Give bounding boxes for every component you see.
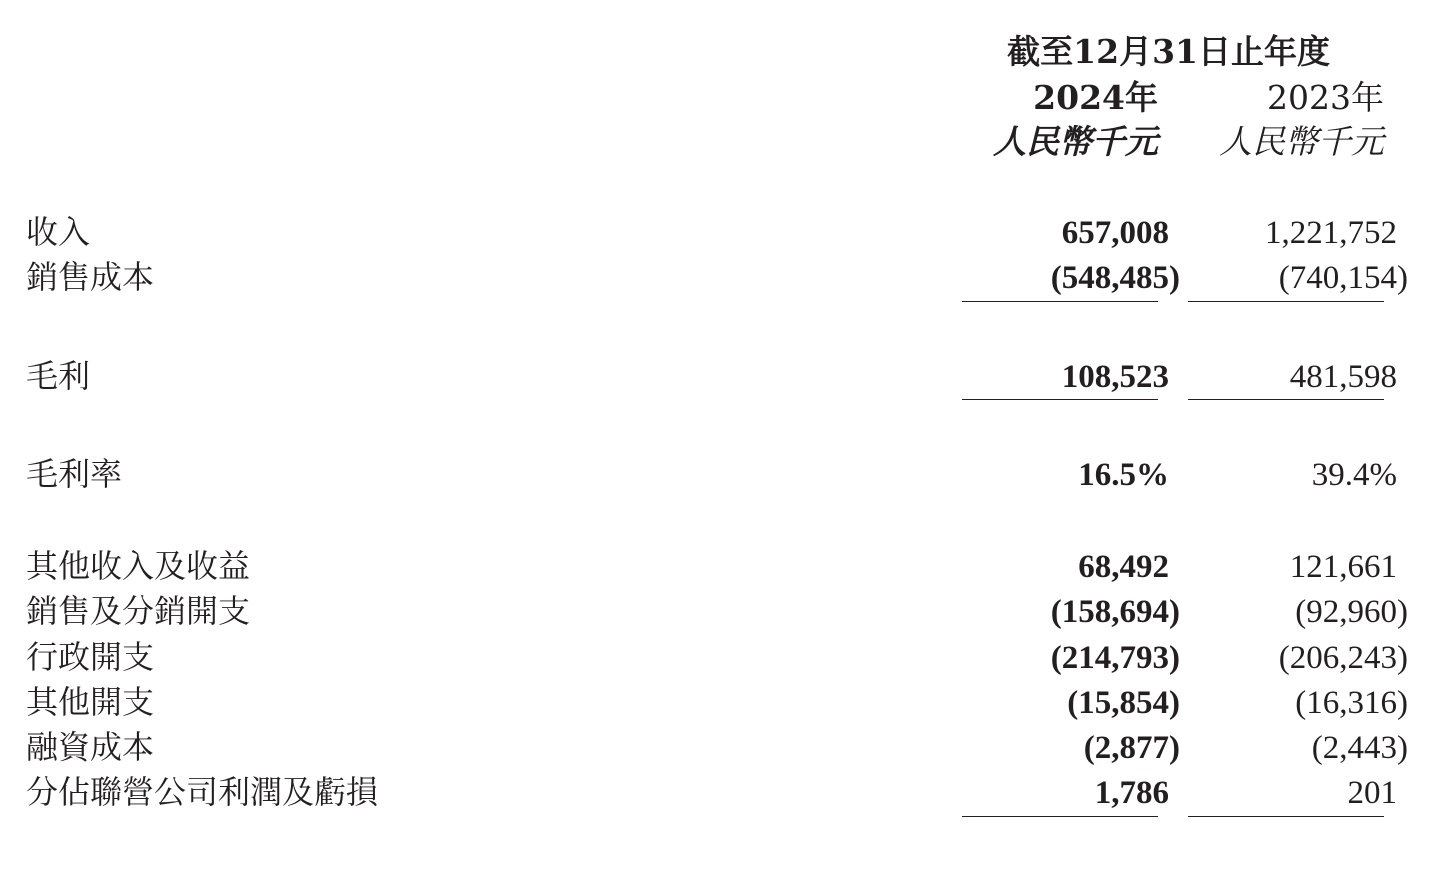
value-2024-revenue: 657,008 — [1061, 215, 1169, 251]
value-2023-finance-costs: (2,443) — [1311, 730, 1408, 766]
subtotal-rule-2024-bottom — [962, 816, 1158, 817]
value-2024-gross-profit: 108,523 — [1061, 359, 1169, 395]
row-label-cost-of-sales: 銷售成本 — [26, 258, 155, 296]
value-2023-revenue: 1,221,752 — [1265, 215, 1397, 251]
year-2023-header: 2023年 — [1267, 78, 1384, 117]
value-2024-admin-expenses: (214,793) — [1050, 640, 1180, 676]
subtotal-rule-2023 — [1188, 301, 1384, 302]
value-2024-cost-of-sales: (548,485) — [1050, 260, 1180, 296]
unit-2024-header: 人民幣千元 — [993, 122, 1158, 161]
year-2024-header: 2024年 — [1033, 78, 1158, 117]
value-2023-cost-of-sales: (740,154) — [1278, 260, 1408, 296]
row-label-revenue: 收入 — [26, 213, 91, 251]
subtotal-rule-2024 — [962, 301, 1158, 302]
row-label-gross-margin: 毛利率 — [26, 455, 123, 493]
row-label-other-expenses: 其他開支 — [26, 683, 155, 721]
value-2023-gross-margin: 39.4% — [1311, 457, 1397, 493]
period-header: 截至12月31日止年度 — [1007, 32, 1330, 71]
row-label-other-income: 其他收入及收益 — [26, 547, 251, 585]
value-2024-selling-expenses: (158,694) — [1050, 594, 1180, 630]
value-2023-gross-profit: 481,598 — [1289, 359, 1397, 395]
value-2024-other-income: 68,492 — [1078, 549, 1169, 585]
row-label-share-of-associates: 分佔聯營公司利潤及虧損 — [26, 773, 379, 811]
row-label-admin-expenses: 行政開支 — [26, 638, 155, 676]
value-2023-other-expenses: (16,316) — [1295, 685, 1408, 721]
value-2023-other-income: 121,661 — [1289, 549, 1397, 585]
subtotal-rule-2023-bottom — [1188, 816, 1384, 817]
row-label-selling-expenses: 銷售及分銷開支 — [26, 592, 251, 630]
gross-profit-rule-2023 — [1188, 399, 1384, 400]
row-label-gross-profit: 毛利 — [26, 357, 91, 395]
value-2024-gross-margin: 16.5% — [1078, 457, 1169, 493]
value-2023-share-of-associates: 201 — [1347, 775, 1397, 811]
value-2024-finance-costs: (2,877) — [1083, 730, 1180, 766]
value-2023-admin-expenses: (206,243) — [1278, 640, 1408, 676]
value-2023-selling-expenses: (92,960) — [1295, 594, 1408, 630]
row-label-finance-costs: 融資成本 — [26, 728, 155, 766]
unit-2023-header: 人民幣千元 — [1219, 122, 1384, 161]
gross-profit-rule-2024 — [962, 399, 1158, 400]
value-2024-share-of-associates: 1,786 — [1094, 775, 1169, 811]
value-2024-other-expenses: (15,854) — [1067, 685, 1180, 721]
